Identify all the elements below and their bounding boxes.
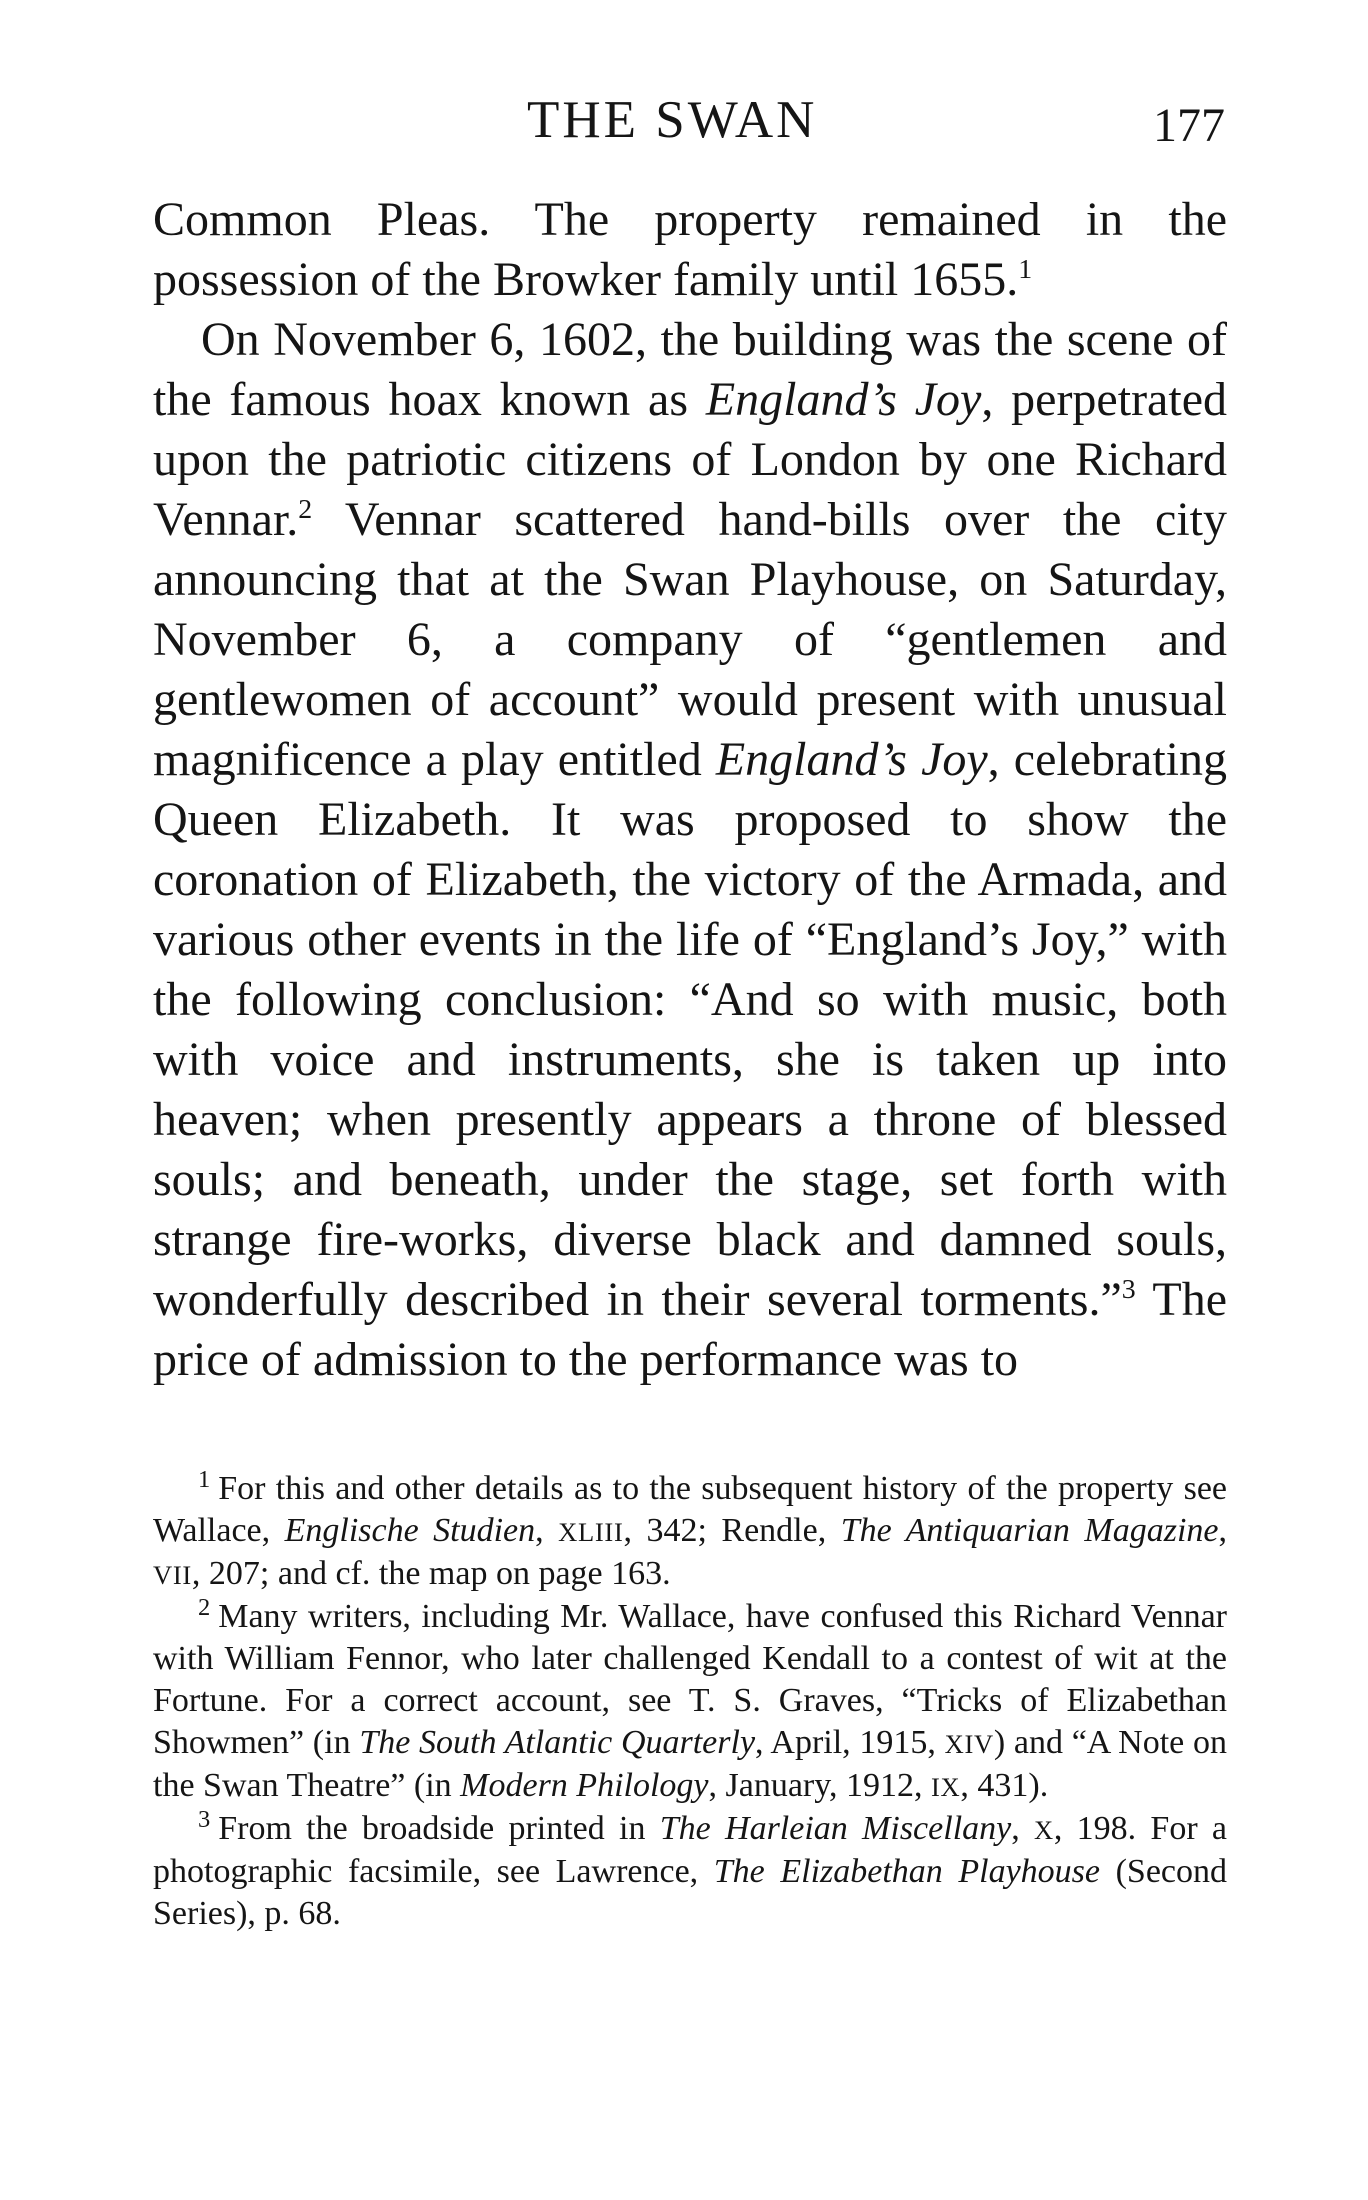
- footnote-1-text-3: , 207; and cf. the map on page 163.: [191, 1555, 671, 1592]
- footnote-3-number: 3: [198, 1805, 211, 1833]
- footnote-3-text-1: From the broadside printed in: [218, 1810, 660, 1847]
- paragraph-common-pleas-text: Common Pleas. The property remained in the possession of the Browker family until 1655.: [153, 193, 1227, 306]
- footnote-3-text-3: , 198. For a photographic facsimile, see Lawrence,: [153, 1810, 1228, 1890]
- main-text: [153, 190, 1227, 1390]
- paragraph-englands-joy-part-1: On November 6, 1602, the building was the scene of the famous hoax known as: [153, 313, 1227, 426]
- footnote-1: [153, 1465, 1227, 1596]
- footnote-2-number: 2: [198, 1593, 211, 1621]
- running-head: THE SWAN: [527, 91, 818, 149]
- footnote-1-journal-antiquarian-magazine: The Antiquarian Magazine: [840, 1512, 1219, 1549]
- paragraph-englands-joy-part-5: The price of admission to the performance was to: [153, 1273, 1227, 1386]
- footnote-1-text-1: For this and other details as to the subsequent history of the property see Wallace,: [153, 1470, 1227, 1549]
- paragraph-englands-joy-part-3: Vennar scattered hand-bills over the city announcing that at the Swan Playhouse, on Saturday, November 6, a company of “gentlemen and gentlewomen of account” would present with unusual magnificence a play entitled: [153, 493, 1227, 786]
- footnote-1-journal-englische-studien: Englische Studien: [284, 1512, 536, 1549]
- footnote-3-volume-x: X: [1034, 1815, 1054, 1845]
- footnote-1-volume-xliii: XLIII: [558, 1517, 624, 1547]
- footnote-1-comma-2: ,: [1218, 1512, 1227, 1549]
- footnote-2-journal-modern-philology: Modern Philology: [460, 1767, 709, 1804]
- footnote-1-volume-vii: VII: [153, 1560, 192, 1590]
- footnote-2: [153, 1593, 1227, 1808]
- footnote-3-text-4: (Second Series), p. 68.: [153, 1853, 1227, 1932]
- footnote-2-text-3: ) and “A Note on the Swan Theatre” (in: [153, 1724, 1227, 1804]
- footnote-2-volume-xiv: XIV: [944, 1729, 994, 1759]
- paragraph-englands-joy: [153, 310, 1227, 1390]
- footnote-1-comma-1: ,: [535, 1512, 559, 1549]
- footnote-3: [153, 1805, 1228, 1935]
- paragraph-englands-joy-part-4: , celebrating Queen Elizabeth. It was proposed to show the coronation of Elizabeth, the victory of the Armada, and various other events in the life of “England’s Joy,” with the following conclusion: “And so with music, both with voice and instruments, she is taken up into heaven; when presently appears a throne of blessed souls; and beneath, under the stage, set forth with strange fire-works, diverse black and damned souls, wonderfully described in their several torments.”: [153, 733, 1227, 1326]
- footnote-2-text-1: Many writers, including Mr. Wallace, have confused this Richard Vennar with William Fennor, who later challenged Kendall to a contest of wit at the Fortune. For a correct account, see T. S. Graves, “Tricks of Elizabethan Showmen” (in: [153, 1598, 1227, 1761]
- page-number: 177: [1153, 99, 1225, 152]
- footnote-2-text-2: , April, 1915,: [755, 1724, 945, 1761]
- footnote-reference-3: 3: [1121, 1274, 1136, 1305]
- paragraph-common-pleas: [153, 190, 1227, 310]
- footnote-1-number: 1: [198, 1465, 211, 1493]
- footnote-reference-1: 1: [1018, 254, 1033, 285]
- footnotes: [153, 1465, 1228, 1935]
- footnote-3-title-elizabethan-playhouse: The Elizabethan Playhouse: [713, 1853, 1100, 1890]
- footnote-reference-2: 2: [298, 494, 313, 525]
- footnote-2-text-4: , January, 1912,: [708, 1767, 932, 1804]
- footnote-1-text-2: , 342; Rendle,: [623, 1512, 841, 1549]
- footnote-2-text-5: , 431).: [960, 1767, 1049, 1804]
- footnote-3-text-2: ,: [1011, 1810, 1035, 1847]
- footnote-3-journal-harleian-miscellany: The Harleian Miscellany: [659, 1810, 1012, 1847]
- paragraph-englands-joy-part-2: , perpetrated upon the patriotic citizens of London by one Richard Vennar.: [153, 373, 1228, 546]
- englands-joy-title-second: England’s Joy: [715, 733, 988, 786]
- footnote-2-volume-ix: IX: [931, 1772, 961, 1802]
- page-header: [0, 88, 1368, 158]
- footnote-2-journal-south-atlantic: The South Atlantic Quarterly: [359, 1724, 756, 1761]
- englands-joy-title-first: England’s Joy: [705, 373, 982, 426]
